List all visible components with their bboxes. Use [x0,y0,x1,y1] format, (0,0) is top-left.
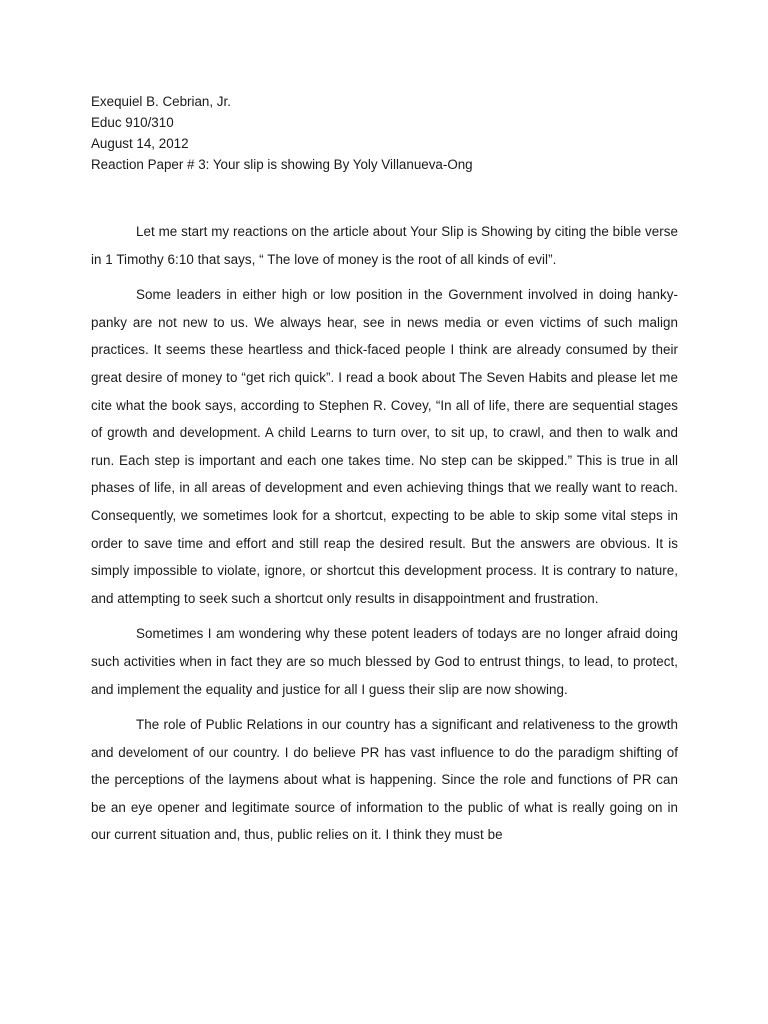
author-name: Exequiel B. Cebrian, Jr. [91,94,231,109]
paragraph-wondering: Sometimes I am wondering why these potent leaders of todays are no longer afraid doing such activities when in fact they are so much blessed by God to entrust things, to lead, to protect, and implement the equality and justice for all I guess their slip are now showing. [91,626,678,697]
paragraph-leaders: Some leaders in either high or low position in the Government involved in doing hanky-panky are not new to us. We always hear, see in news media or even victims of such malign practices. It seems these heartless and thick-faced people I think are already consumed by their great desire of money to “get rich quick”. I read a book about The Seven Habits and please let me cite what the book says, according to Stephen R. Covey, “In all of life, there are sequential stages of growth and development. A child Learns to turn over, to sit up, to crawl, and then to walk and run. Each step is important and each one takes time. No step can be skipped.” This is true in all phases of life, in all areas of development and even achieving things that we really want to reach. Consequently, we sometimes look for a shortcut, expecting to be able to skip some vital steps in order to save time and effort and still reap the desired result. But the answers are obvious. It is simply impossible to violate, ignore, or shortcut this development process. It is contrary to nature, and attempting to seek such a shortcut only results in disappointment and frustration. [91,287,678,606]
paper-title: Reaction Paper # 3: Your slip is showing By Yoly Villanueva-Ong [91,157,473,172]
course-code: Educ 910/310 [91,115,174,130]
paragraph-intro: Let me start my reactions on the article about Your Slip is Showing by citing the bible verse in 1 Timothy 6:10 that says, “ The love of money is the root of all kinds of evil”. [91,224,678,267]
document-body [91,218,678,857]
paragraph-public-relations: The role of Public Relations in our country has a significant and relativeness to the growth and develoment of our country. I do believe PR has vast influence to do the paradigm shifting of the perceptions of the laymens about what is happening. Since the role and functions of PR can be an eye opener and legitimate source of information to the public of what is really going on in our current situation and, thus, public relies on it. I think they must be [91,717,678,843]
document-header [91,91,691,175]
document-date: August 14, 2012 [91,136,189,151]
